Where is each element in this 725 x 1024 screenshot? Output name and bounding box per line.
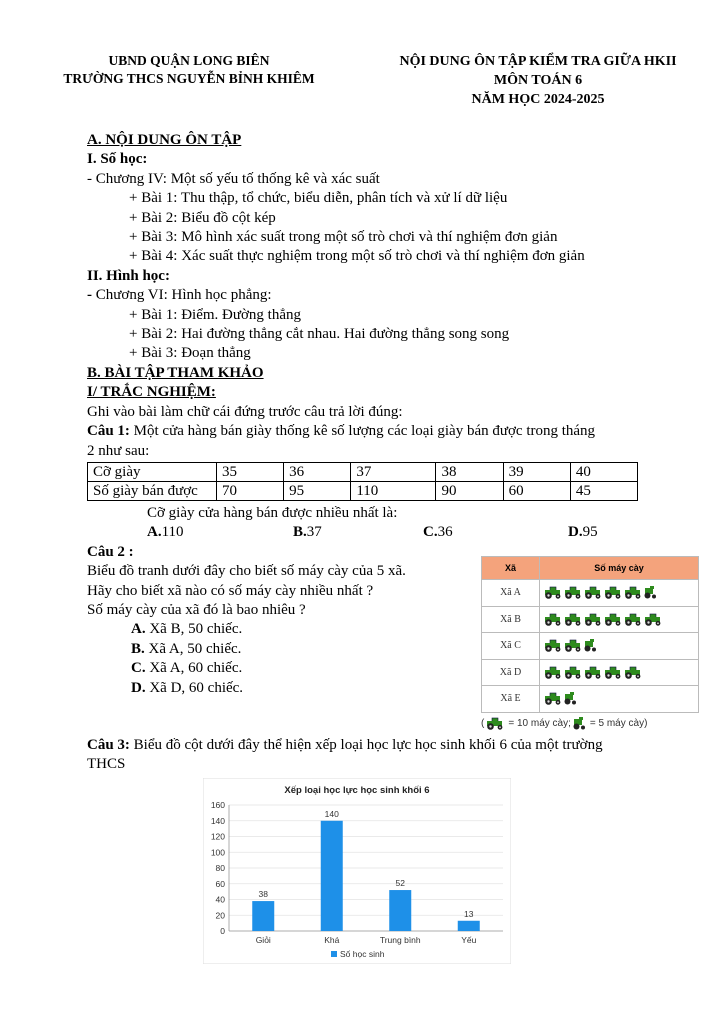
pictograph-header-count: Số máy cày xyxy=(540,557,699,580)
part2-title: II. Hình học: xyxy=(87,267,170,284)
pictograph-legend: ( = 10 máy cày; = 5 máy cày) xyxy=(481,718,648,729)
pictograph-header-xa: Xã xyxy=(482,557,540,580)
answer-option: D. Xã D, 60 chiếc. xyxy=(131,679,244,696)
q1-answers xyxy=(87,523,687,542)
tractor-icon xyxy=(604,614,624,625)
tractor-icon xyxy=(604,667,624,678)
tractor-icon xyxy=(584,614,604,625)
commune-name: Xã C xyxy=(482,633,540,660)
tractor-icon xyxy=(564,614,584,625)
school-name: TRƯỜNG THCS NGUYỄN BỈNH KHIÊM xyxy=(63,71,315,86)
table-cell: 110 xyxy=(351,481,436,500)
q1-label: Câu 1: xyxy=(87,423,130,440)
commune-name: Xã D xyxy=(482,659,540,686)
lesson-item: + Bài 2: Hai đường thẳng cắt nhau. Hai đường thẳng song song xyxy=(129,326,510,343)
q1-text-cont: 2 như sau: xyxy=(87,442,150,459)
x-tick-label: Trung bình xyxy=(379,935,421,945)
half-tractor-icon xyxy=(564,693,579,704)
table-cell: 37 xyxy=(351,462,436,481)
tractor-icons xyxy=(540,659,699,686)
data-label: 13 xyxy=(464,908,474,919)
tractor-icon xyxy=(624,667,644,678)
q2-label: Câu 2 : xyxy=(87,543,134,560)
pictograph-row xyxy=(482,659,699,686)
table-cell: 90 xyxy=(436,481,503,500)
lesson-item: + Bài 3: Đoạn thẳng xyxy=(129,345,251,362)
y-tick-label: 160 xyxy=(210,800,225,810)
document-title: NỘI DUNG ÔN TẬP KIỂM TRA GIỮA HKII xyxy=(399,54,677,69)
answer-option: C. Xã A, 60 chiếc. xyxy=(131,660,243,677)
mc-title: I/ TRẮC NGHIỆM: xyxy=(87,384,216,401)
tractor-pictograph xyxy=(481,556,699,713)
answer-option: A. Xã B, 50 chiếc. xyxy=(131,621,243,638)
q3-label: Câu 3: xyxy=(87,736,130,753)
tractor-icon xyxy=(584,587,604,598)
q3-text: Biểu đồ cột dưới đây thể hiện xếp loại học lực học sinh khối 6 của một trường xyxy=(129,736,603,753)
legend-full-text: = 10 máy cày; xyxy=(508,718,571,729)
legend-label: Số học sinh xyxy=(340,949,385,959)
data-label: 140 xyxy=(324,808,339,819)
table-cell: 70 xyxy=(217,481,284,500)
answer-option: A.110 xyxy=(147,524,184,541)
pictograph-row xyxy=(482,580,699,607)
table-cell: Số giày bán được xyxy=(88,481,217,500)
lesson-item: + Bài 4: Xác suất thực nghiệm trong một số trò chơi và thí nghiệm đơn giản xyxy=(129,248,585,265)
tractor-icons xyxy=(540,580,699,607)
bar xyxy=(389,890,411,931)
pictograph-row xyxy=(482,606,699,633)
tractor-icon xyxy=(624,614,644,625)
y-tick-label: 40 xyxy=(215,894,225,905)
tractor-icon xyxy=(564,667,584,678)
tractor-icon xyxy=(624,587,644,598)
table-cell: 39 xyxy=(503,462,570,481)
table-cell: 40 xyxy=(570,462,637,481)
tractor-icon xyxy=(544,693,564,704)
y-tick-label: 60 xyxy=(215,878,225,889)
bar xyxy=(458,921,480,931)
q1-text: Một cửa hàng bán giày thống kê số lượng các loại giày bán được trong tháng xyxy=(129,423,596,440)
q3-text-cont: THCS xyxy=(87,756,126,773)
table-cell: 95 xyxy=(284,481,351,500)
half-tractor-icon xyxy=(573,717,588,730)
answer-option: B. Xã A, 50 chiếc. xyxy=(131,640,242,657)
tractor-icon xyxy=(564,640,584,651)
table-cell: 35 xyxy=(217,462,284,481)
x-tick-label: Giỏi xyxy=(255,935,271,945)
tractor-icon xyxy=(564,587,584,598)
tractor-icon xyxy=(544,640,564,651)
legend-half-text: = 5 máy cày) xyxy=(589,718,648,729)
y-tick-label: 0 xyxy=(220,926,225,936)
part1-title: I. Số học: xyxy=(87,151,148,168)
school-year: NĂM HỌC 2024-2025 xyxy=(471,92,605,107)
data-label: 38 xyxy=(258,889,268,900)
table-cell: 60 xyxy=(503,481,570,500)
y-tick-label: 100 xyxy=(210,847,225,858)
pictograph-row xyxy=(482,633,699,660)
half-tractor-icon xyxy=(584,640,599,651)
commune-name: Xã E xyxy=(482,686,540,713)
x-tick-label: Yếu xyxy=(461,935,477,945)
tractor-icons xyxy=(540,633,699,660)
section-a-title: A. NỘI DUNG ÔN TẬP xyxy=(87,132,242,148)
data-label: 52 xyxy=(395,878,405,889)
bar xyxy=(252,901,274,931)
lesson-item: + Bài 1: Điểm. Đường thẳng xyxy=(129,306,302,323)
q1-question: Cỡ giày cửa hàng bán được nhiều nhất là: xyxy=(147,504,398,521)
q2-line2: Hãy cho biết xã nào có số máy cày nhiều nhất ? xyxy=(87,582,374,599)
table-cell: 45 xyxy=(570,481,637,500)
lesson-item: + Bài 2: Biểu đồ cột kép xyxy=(129,209,276,226)
tractor-icon xyxy=(584,667,604,678)
chapter4: - Chương IV: Một số yếu tố thống kê và xác suất xyxy=(87,170,380,187)
y-tick-label: 140 xyxy=(210,815,225,826)
tractor-icon xyxy=(544,587,564,598)
tractor-icon xyxy=(604,587,624,598)
commune-name: Xã B xyxy=(482,606,540,633)
chart-title: Xếp loại học lực học sinh khối 6 xyxy=(284,785,430,796)
commune-name: Xã A xyxy=(482,580,540,607)
table-cell: 36 xyxy=(284,462,351,481)
instruction: Ghi vào bài làm chữ cái đứng trước câu trả lời đúng: xyxy=(87,403,403,420)
subject: MÔN TOÁN 6 xyxy=(493,73,583,88)
tractor-icon xyxy=(544,614,564,625)
table-cell: Cỡ giày xyxy=(88,462,217,481)
section-b-title: B. BÀI TẬP THAM KHẢO xyxy=(87,364,264,381)
chapter6-dash: - xyxy=(87,287,92,304)
bar xyxy=(321,821,343,931)
tractor-icon xyxy=(486,717,506,730)
tractor-icons xyxy=(540,686,699,713)
tractor-icon xyxy=(644,614,664,625)
y-tick-label: 80 xyxy=(215,863,225,873)
y-tick-label: 20 xyxy=(215,910,225,921)
answer-option: D.95 xyxy=(568,524,598,541)
q2-line3: Số máy cày của xã đó là bao nhiêu ? xyxy=(87,601,306,618)
chapter6: Chương VI: Hình học phẳng: xyxy=(92,287,272,304)
pictograph-row xyxy=(482,686,699,713)
table-row xyxy=(88,481,638,500)
school-header xyxy=(30,52,348,88)
lesson-item: + Bài 1: Thu thập, tổ chức, biểu diễn, phân tích và xử lí dữ liệu xyxy=(129,190,508,207)
answer-option: C.36 xyxy=(423,524,453,541)
tractor-icons xyxy=(540,606,699,633)
x-tick-label: Khá xyxy=(324,935,340,945)
academic-bar-chart xyxy=(203,778,511,964)
table-cell: 38 xyxy=(436,462,503,481)
lesson-item: + Bài 3: Mô hình xác suất trong một số trò chơi và thí nghiệm đơn giản xyxy=(129,229,558,246)
y-tick-label: 120 xyxy=(210,831,225,842)
document-header xyxy=(352,52,724,109)
answer-option: B.37 xyxy=(293,524,322,541)
table-row xyxy=(88,462,638,481)
shoe-size-table xyxy=(87,462,638,501)
tractor-icon xyxy=(544,667,564,678)
district-name: UBND QUẬN LONG BIÊN xyxy=(108,53,270,68)
legend-swatch xyxy=(331,951,337,957)
half-tractor-icon xyxy=(644,587,659,598)
q2-line1: Biểu đồ tranh dưới đây cho biết số máy cày của 5 xã. xyxy=(87,563,406,580)
